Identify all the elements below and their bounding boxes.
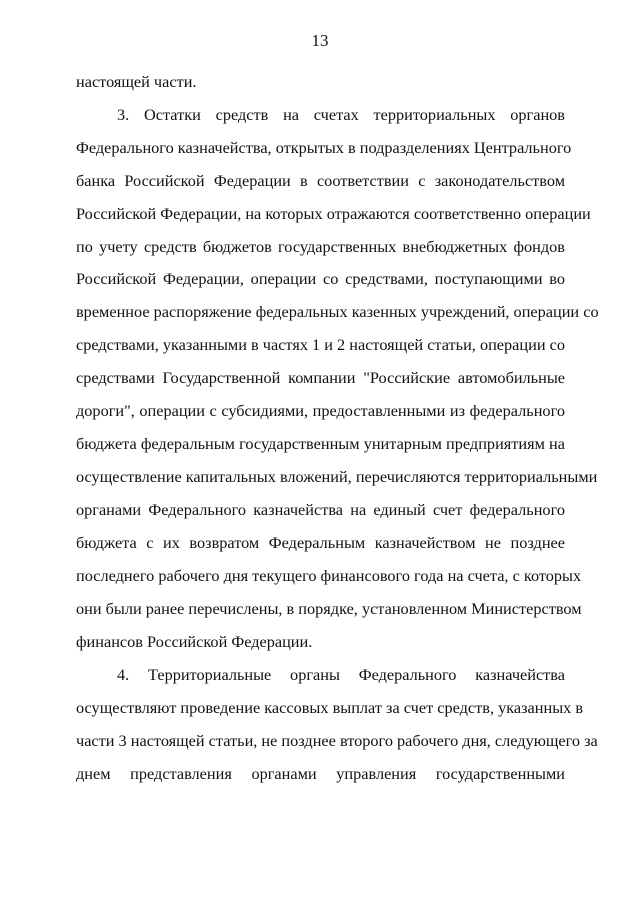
- text-line: бюджета с их возвратом Федеральным казначейством не позднее: [76, 533, 565, 552]
- text-line: они были ранее перечислены, в порядке, установленном Министерством: [76, 599, 582, 618]
- text-line: последнего рабочего дня текущего финансового года на счета, с которых: [76, 566, 582, 585]
- text-line: органами Федерального казначейства на единый счет федерального: [76, 500, 565, 519]
- text-line: бюджета федеральным государственным унитарным предприятиям на: [76, 434, 565, 453]
- text-line: банка Российской Федерации в соответствии с законодательством: [76, 171, 565, 190]
- text-line: настоящей части.: [76, 72, 197, 91]
- text-line: Федерального казначейства, открытых в подразделениях Центрального: [76, 138, 572, 157]
- text-line: осуществление капитальных вложений, перечисляются территориальными: [76, 467, 598, 486]
- text-line: днем представления органами управления государственными: [76, 764, 565, 783]
- text-line: дороги", операции с субсидиями, предоставленными из федерального: [76, 401, 565, 420]
- text-line: Российской Федерации, операции со средствами, поступающими во: [76, 269, 565, 288]
- text-line: Российской Федерации, на которых отражаются соответственно операции: [76, 204, 591, 223]
- text-line: временное распоряжение федеральных казенных учреждений, операции со: [76, 302, 599, 321]
- page-number: 13: [311, 31, 329, 50]
- paragraph-start-line: 4. Территориальные органы Федерального казначейства: [117, 665, 565, 684]
- text-line: осуществляют проведение кассовых выплат за счет средств, указанных в: [76, 698, 584, 717]
- text-line: по учету средств бюджетов государственных внебюджетных фондов: [76, 237, 565, 256]
- text-line: средствами Государственной компании "Российские автомобильные: [76, 368, 565, 387]
- text-line: финансов Российской Федерации.: [76, 632, 313, 651]
- text-line: части 3 настоящей статьи, не позднее второго рабочего дня, следующего за: [76, 731, 598, 750]
- paragraph-start-line: 3. Остатки средств на счетах территориальных органов: [117, 105, 565, 124]
- text-line: средствами, указанными в частях 1 и 2 настоящей статьи, операции со: [76, 335, 565, 354]
